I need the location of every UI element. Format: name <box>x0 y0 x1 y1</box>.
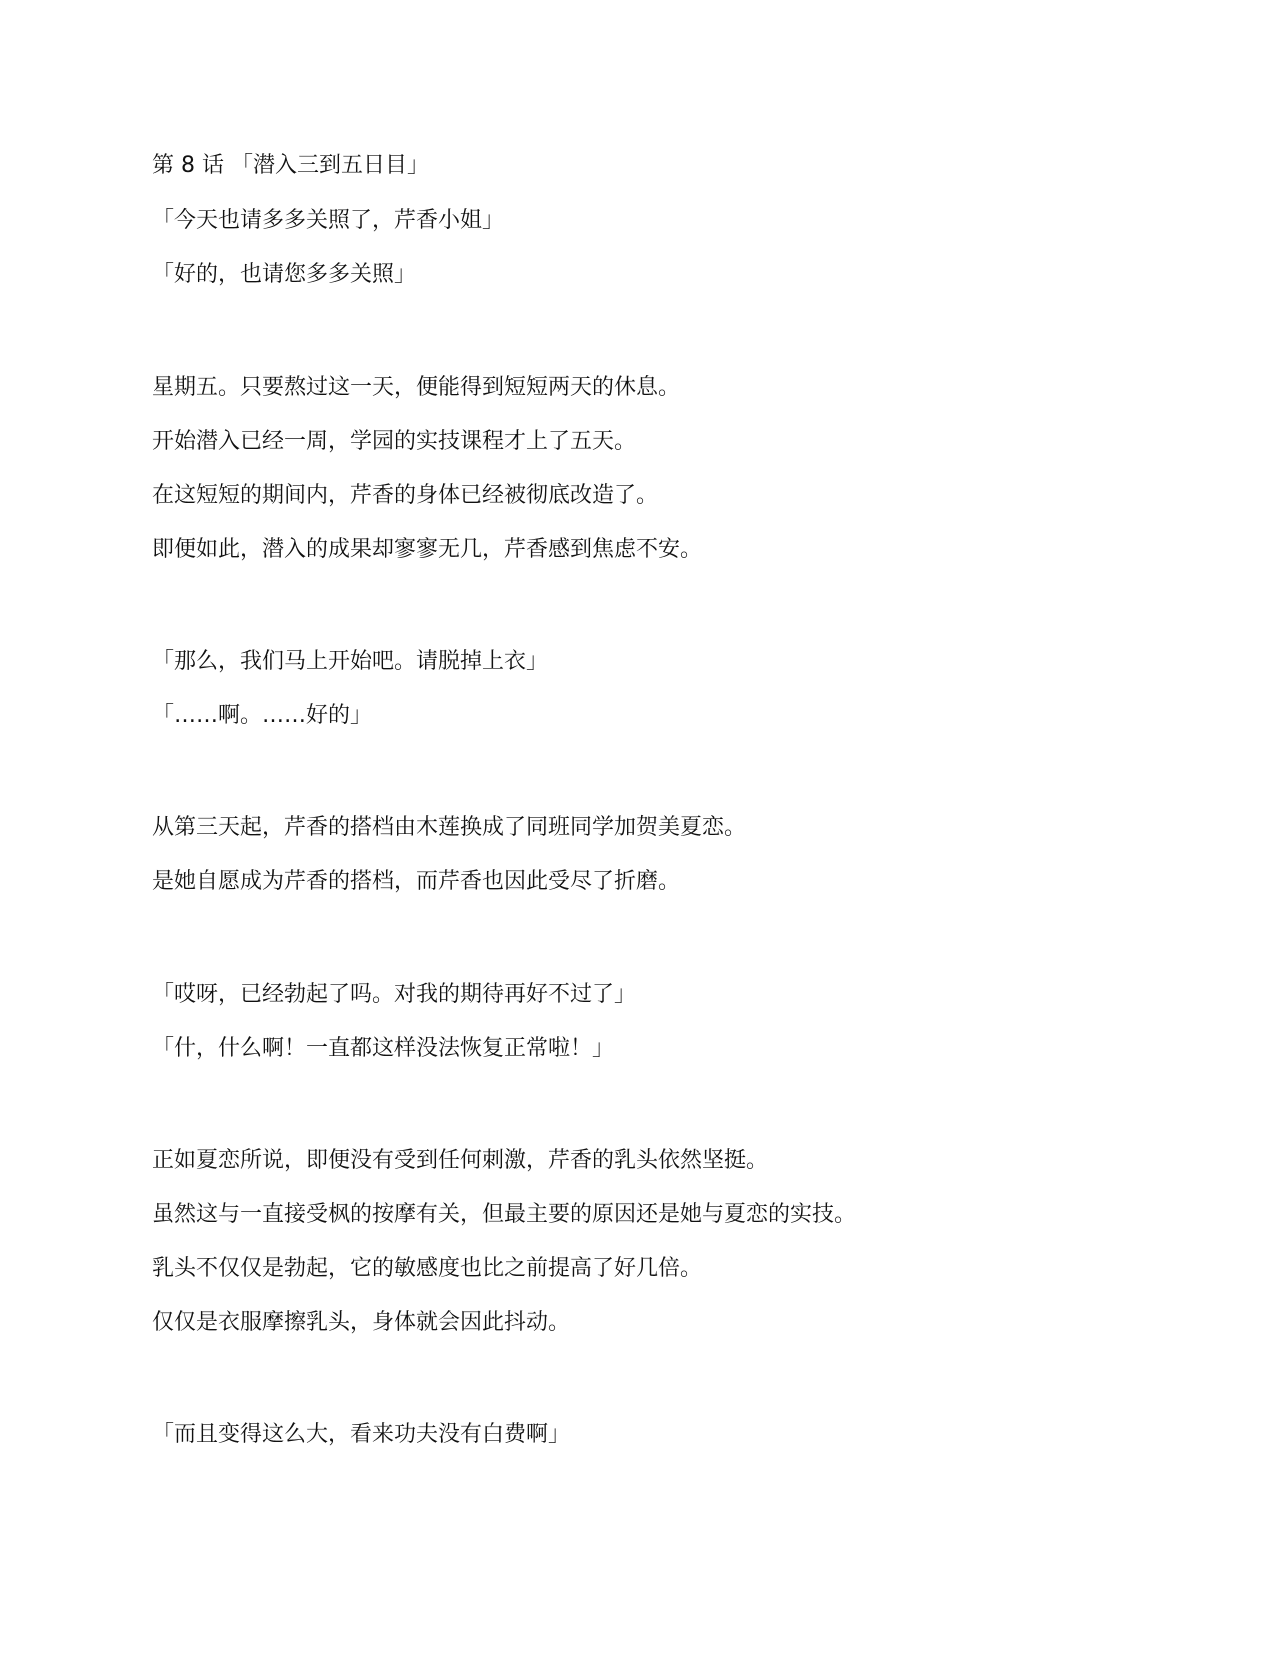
narration-line: 星期五。只要熬过这一天，便能得到短短两天的休息。 <box>152 375 681 400</box>
chapter-title: 第 8 话 「潜入三到五日目」 <box>152 153 429 178</box>
dialogue-line: 「哎呀，已经勃起了吗。对我的期待再好不过了」 <box>152 982 637 1007</box>
narration-line: 正如夏恋所说，即便没有受到任何刺激，芹香的乳头依然坚挺。 <box>152 1148 769 1173</box>
narration-line: 在这短短的期间内，芹香的身体已经被彻底改造了。 <box>152 483 659 508</box>
narration-line: 从第三天起，芹香的搭档由木莲换成了同班同学加贺美夏恋。 <box>152 815 747 840</box>
dialogue-line: 「……啊。……好的」 <box>152 703 373 728</box>
dialogue-line: 「而且变得这么大，看来功夫没有白费啊」 <box>152 1422 571 1447</box>
dialogue-line: 「什，什么啊！一直都这样没法恢复正常啦！」 <box>152 1036 615 1061</box>
narration-line: 是她自愿成为芹香的搭档，而芹香也因此受尽了折磨。 <box>152 869 681 894</box>
dialogue-line: 「那么，我们马上开始吧。请脱掉上衣」 <box>152 649 549 674</box>
narration-line: 乳头不仅仅是勃起，它的敏感度也比之前提高了好几倍。 <box>152 1256 703 1281</box>
narration-line: 开始潜入已经一周，学园的实技课程才上了五天。 <box>152 429 637 454</box>
narration-line: 即便如此，潜入的成果却寥寥无几，芹香感到焦虑不安。 <box>152 537 703 562</box>
dialogue-line: 「好的，也请您多多关照」 <box>152 262 417 287</box>
narration-line: 仅仅是衣服摩擦乳头，身体就会因此抖动。 <box>152 1310 571 1335</box>
dialogue-line: 「今天也请多多关照了，芹香小姐」 <box>152 208 505 233</box>
narration-line: 虽然这与一直接受枫的按摩有关，但最主要的原因还是她与夏恋的实技。 <box>152 1202 857 1227</box>
